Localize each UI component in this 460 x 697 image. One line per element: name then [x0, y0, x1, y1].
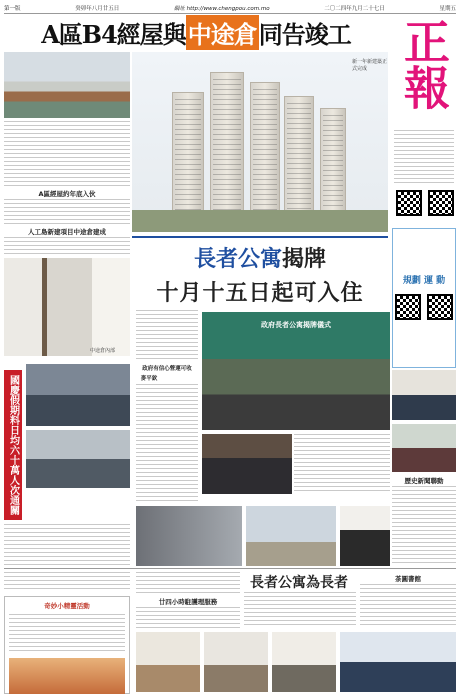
office-photo	[136, 506, 242, 566]
left-article-text-3	[4, 237, 130, 255]
right-mid-subhead: 歷史新聞聯動	[404, 477, 444, 485]
portrait-woman-photo	[340, 506, 390, 566]
section-title-black: 揭牌	[282, 246, 327, 272]
city-photo	[246, 506, 336, 566]
bottom-divider	[4, 568, 456, 569]
left-subhead-1: A區經屋約年底入伙	[38, 190, 96, 198]
group-photo	[340, 632, 456, 692]
publish-date: 二〇二四年九月二十七日	[324, 5, 385, 12]
middle-article-text	[294, 434, 390, 494]
headline-suffix: 同告竣工	[258, 19, 351, 49]
lunar-date: 癸卯年八月廿五日	[75, 5, 120, 12]
masthead	[392, 18, 456, 128]
qr-code-icon[interactable]	[428, 190, 454, 216]
section-title-blue: 長者公寓	[193, 246, 282, 272]
bottom-left-text	[136, 572, 240, 594]
bottom-center-text	[244, 592, 356, 628]
front-headline	[4, 15, 388, 49]
bottom-left-text-2	[136, 607, 240, 629]
weekday: 星期五	[439, 5, 456, 12]
left-lower-text	[4, 524, 130, 592]
room-photo-2	[204, 632, 268, 692]
left-people-photo	[26, 364, 130, 426]
headline-prefix: A區B4經屋與	[41, 19, 186, 49]
left-subhead-2: 人工島新建項目中途倉建成	[28, 228, 106, 236]
main-article-text	[136, 310, 198, 362]
qr-code-icon[interactable]	[396, 190, 422, 216]
bottom-left-subhead: 廿四小時駐護理服務	[158, 598, 218, 606]
right-ad-box	[392, 228, 456, 368]
section-title	[132, 242, 388, 270]
main-article-text-2	[136, 384, 198, 504]
masthead-title: 正報	[397, 18, 451, 110]
ceremony-small-photo	[202, 434, 292, 494]
section-date-line: 十月十五日起可入住	[156, 280, 364, 306]
lower-left-event-photo	[9, 658, 125, 694]
left-interior-caption: 中途倉內部	[90, 348, 116, 354]
left-crowd-photo	[26, 430, 130, 488]
lower-left-event-text	[9, 614, 125, 654]
section-divider	[132, 236, 388, 238]
right-portrait-photo-2	[392, 424, 456, 472]
lower-left-event-box	[4, 596, 130, 694]
lower-left-event-title: 奇妙小精靈活動	[44, 602, 90, 610]
masthead-info	[392, 130, 456, 225]
page-header-bar	[4, 2, 456, 14]
masthead-info-text	[394, 130, 454, 185]
ceremony-sub-side: 政府有信心營運可收	[142, 366, 192, 372]
ceremony-photo	[202, 312, 390, 430]
room-photo-3	[272, 632, 336, 692]
right-lower-text	[392, 486, 456, 566]
bottom-right-subhead: 茶圓書館	[395, 575, 421, 583]
page-number: 第一版	[4, 5, 21, 12]
right-portrait-photo	[392, 370, 456, 420]
ad-title: 規劃 運 動	[402, 276, 446, 286]
left-top-photo	[4, 52, 130, 118]
bottom-title: 長者公寓為長者	[250, 575, 348, 591]
main-building-photo	[132, 52, 388, 232]
headline-highlight: 中途倉	[186, 15, 259, 50]
website-url[interactable]: 網址 http://www.chengpou.com.mo	[173, 5, 270, 12]
bottom-right-text	[360, 584, 456, 628]
left-article-text	[4, 121, 130, 187]
qr-code-icon[interactable]	[427, 294, 453, 320]
ceremony-banner: 政府長者公寓揭牌儀式	[261, 321, 331, 329]
left-article-text-2	[4, 199, 130, 225]
left-interior-photo	[4, 258, 130, 356]
main-photo-caption: 新一年新建築正式完成	[352, 59, 388, 72]
ceremony-sub-mid: 麥平欽	[140, 376, 158, 382]
left-red-headline: 國慶假期料日均六十萬人次通關	[4, 370, 22, 520]
qr-code-icon[interactable]	[395, 294, 421, 320]
room-photo-1	[136, 632, 200, 692]
